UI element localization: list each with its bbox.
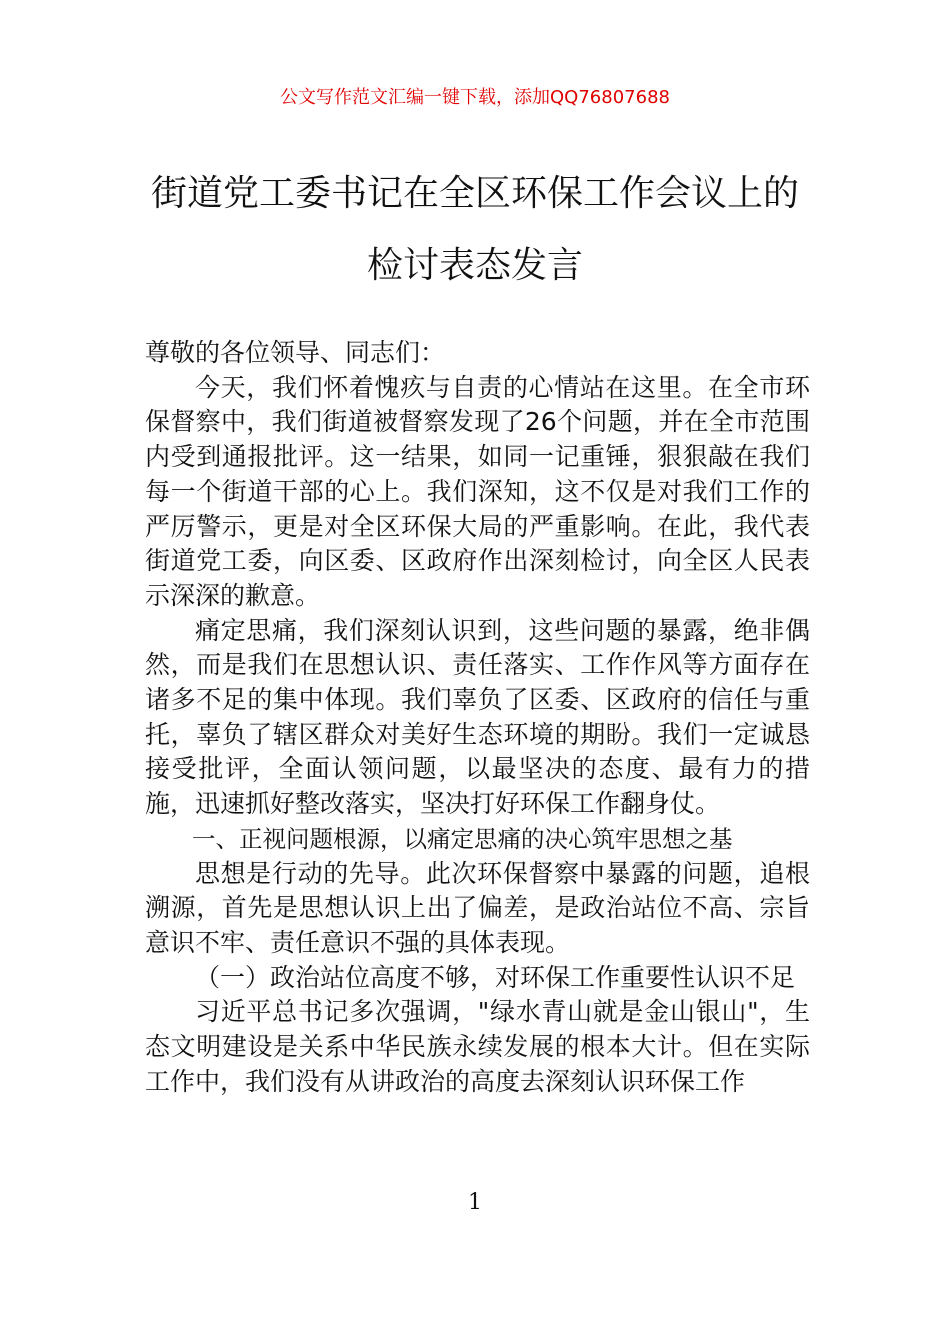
section-paragraph-1: 思想是行动的先导。此次环保督察中暴露的问题，追根溯源，首先是思想认识上出了偏差，是政治站位不高、宗旨意识不牢、责任意识不强的具体表现。 xyxy=(145,858,810,957)
document-title-line-1: 街道党工委书记在全区环保工作会议上的 xyxy=(150,173,799,214)
page-number: 1 xyxy=(468,1190,482,1215)
document-title-line-2: 检讨表态发言 xyxy=(366,245,583,286)
section-heading-1: 一、正视问题根源，以痛定思痛的决心筑牢思想之基 xyxy=(192,824,733,853)
body-paragraph-2: 痛定思痛，我们深刻认识到，这些问题的暴露，绝非偶然，而是我们在思想认识、责任落实、工作作风等方面存在诸多不足的集中体现。我们辜负了区委、区政府的信任与重托，辜负了辖区群众对美好生态环境的期盼。我们一定诚恳接受批评，全面认领问题，以最坚决的态度、最有力的措施，迅速抓好整改落实，坚决打好环保工作翻身仗。 xyxy=(145,615,810,819)
document-body xyxy=(145,336,810,1099)
body-paragraph-1: 今天，我们怀着愧疚与自责的心情站在这里。在全市环保督察中，我们街道被督察发现了26个问题，并在全市范围内受到通报批评。这一结果，如同一记重锤，狠狠敲在我们每一个街道干部的心上。我们深知，这不仅是对我们工作的严厉警示，更是对全区环保大局的严重影响。在此，我代表街道党工委，向区委、区政府作出深刻检讨，向全区人民表示深深的歉意。 xyxy=(145,372,810,610)
salutation: 尊敬的各位领导、同志们： xyxy=(145,338,446,367)
subsection-heading-1: （一）政治站位高度不够，对环保工作重要性认识不足 xyxy=(195,962,796,992)
subsection-paragraph-1: 习近平总书记多次强调，"绿水青山就是金山银山"，生态文明建设是关系中华民族永续发展的根本大计。但在实际工作中，我们没有从讲政治的高度去深刻认识环保工作 xyxy=(145,997,810,1096)
watermark-banner: 公文写作范文汇编一键下载，添加QQ76807688 xyxy=(280,87,670,108)
